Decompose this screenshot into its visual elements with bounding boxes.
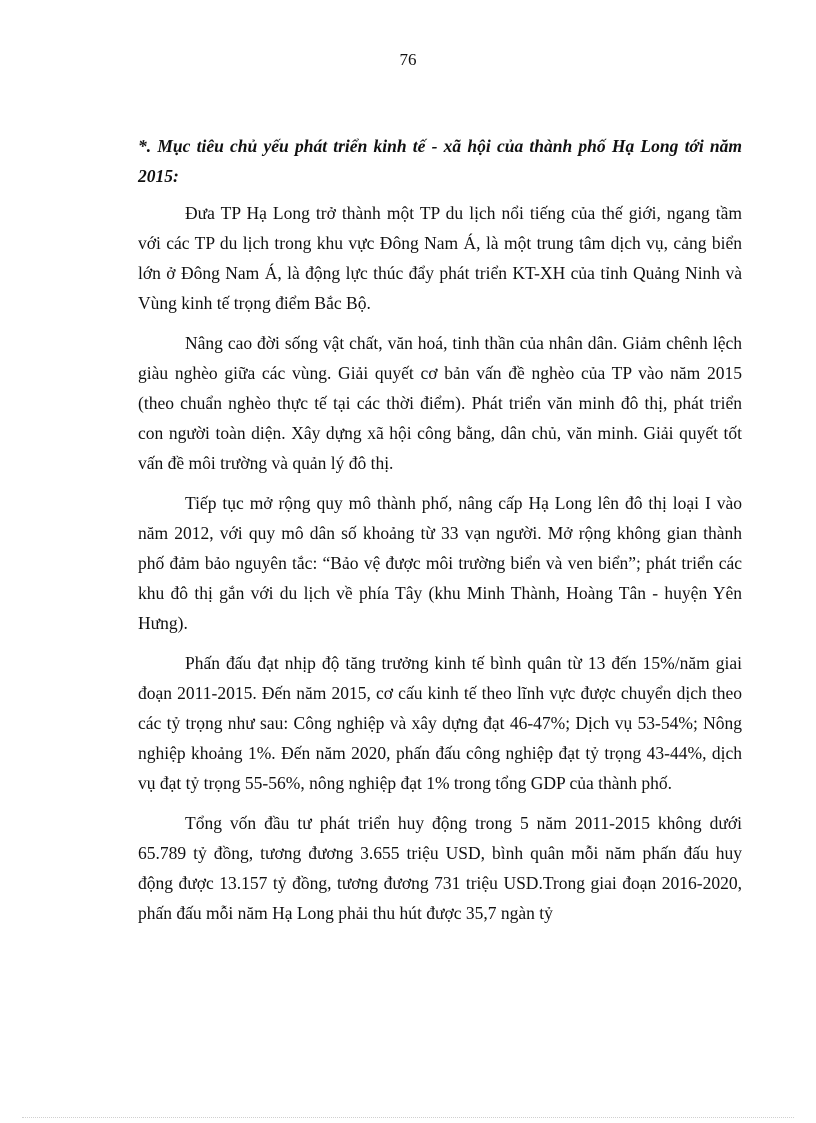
paragraph-5: Tổng vốn đầu tư phát triển huy động trong 5 năm 2011-2015 không dưới 65.789 tỷ đồng, tương đương 3.655 triệu USD, bình quân mỗi năm phấn đấu huy động được 13.157 tỷ đồng, tương đương 731 triệu USD.Trong giai đoạn 2016-2020, phấn đấu mỗi năm Hạ Long phải thu hút được 35,7 ngàn tỷ [138, 813, 742, 923]
bottom-divider [22, 1117, 794, 1118]
paragraph-1: Đưa TP Hạ Long trở thành một TP du lịch nổi tiếng của thế giới, ngang tầm với các TP du lịch trong khu vực Đông Nam Á, là một trung tâm dịch vụ, cảng biển lớn ở Đông Nam Á, là động lực thúc đẩy phát triển KT-XH của tỉnh Quảng Ninh và Vùng kinh tế trọng điểm Bắc Bộ. [138, 203, 742, 313]
paragraph-2: Nâng cao đời sống vật chất, văn hoá, tinh thần của nhân dân. Giảm chênh lệch giàu nghèo giữa các vùng. Giải quyết cơ bản vấn đề nghèo của TP vào năm 2015 (theo chuẩn nghèo thực tế tại các thời điểm). Phát triển văn minh đô thị, phát triển con người toàn diện. Xây dựng xã hội công bằng, dân chủ, văn minh. Giải quyết tốt vấn đề môi trường và quản lý đô thị. [138, 333, 742, 473]
section-heading: *. Mục tiêu chủ yếu phát triển kinh tế - xã hội của thành phố Hạ Long tới năm 2015: [138, 136, 742, 186]
paragraph-4: Phấn đấu đạt nhịp độ tăng trưởng kinh tế bình quân từ 13 đến 15%/năm giai đoạn 2011-2015. Đến năm 2015, cơ cấu kinh tế theo lĩnh vực được chuyển dịch theo các tỷ trọng như sau: Công nghiệp và xây dựng đạt 46-47%; Dịch vụ 53-54%; Nông nghiệp khoảng 1%. Đến năm 2020, phấn đấu công nghiệp đạt tỷ trọng 43-44%, dịch vụ đạt tỷ trọng 55-56%, nông nghiệp đạt 1% trong tổng GDP của thành phố. [138, 653, 742, 793]
page-content [138, 131, 742, 938]
paragraph-3: Tiếp tục mở rộng quy mô thành phố, nâng cấp Hạ Long lên đô thị loại I vào năm 2012, với quy mô dân số khoảng từ 33 vạn người. Mở rộng không gian thành phố đảm bảo nguyên tắc: “Bảo vệ được môi trường biển và ven biển”; phát triển các khu đô thị gắn với du lịch về phía Tây (khu Minh Thành, Hoàng Tân - huyện Yên Hưng). [138, 493, 742, 633]
page-number: 76 [399, 50, 417, 69]
